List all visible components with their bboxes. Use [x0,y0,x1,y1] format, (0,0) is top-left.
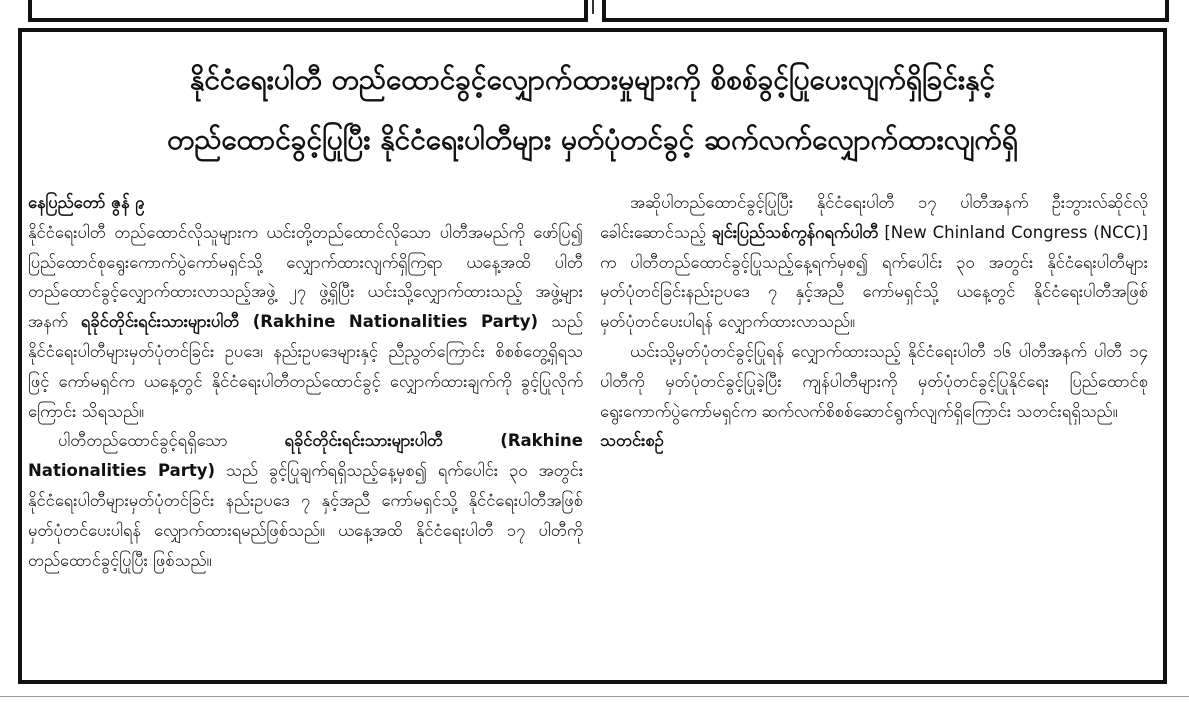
paragraph-1-text: နိုင်ငံရေးပါတီ တည်ထောင်လိုသူများက ယင်းတို့တည်ထောင်လိုသော ပါတီအမည်ကို ဖော်ပြ၍ ပြည်ထောင်စုရွေးကောက်ပွဲကော်မရှင်သို့ လျှောက်ထားလျက်ရှိကြရာ ယနေ့အထိ ပါတီတည်ထောင်ခွင့်လျှောက်ထားလာသည့်အဖွဲ့ ၂၇ ဖွဲ့ရှိပြီး ယင်းသို့လျှောက်ထားသည့် အဖွဲ့များ အနက် [28,222,583,332]
article-column-left [28,188,583,575]
column-divider [592,0,594,14]
paragraph-1-end: သည် နိုင်ငံရေးပါတီများမှတ်ပုံတင်ခြင်း ဥပဒေ၊ နည်းဥပဒေများနှင့် ညီညွတ်ကြောင်း စိစစ်တွေ့ရှိရသဖြင့် ကော်မရှင်က ယနေ့တွင် နိုင်ငံရေးပါတီတည်ထောင်ခွင့် လျှောက်ထားချက်ကို ခွင့်ပြုလိုက်ကြောင်း သိရသည်။ [28,312,583,421]
party-name-rakhine-2: ရခိုင်တိုင်းရင်းသားများပါတီ (Rakhine Nationalities Party) [28,431,583,481]
headline-line-1: နိုင်ငံရေးပါတီ တည်ထောင်ခွင့်လျှောက်ထားမှုများကို စိစစ်ခွင့်ပြုပေးလျက်ရှိခြင်းနှင့် [189,63,996,96]
party-name-ncc: [New Chinland Congress (NCC)] [884,222,1149,242]
dateline: နေပြည်တော် ဇွန် ၉ [28,193,145,212]
party-name-rakhine: ရခိုင်တိုင်းရင်းသားများပါတီ (Rakhine Nationalities Party) [80,312,539,332]
paragraph-1 [28,218,583,427]
bottom-rule [0,696,1189,697]
paragraph-3-start: အဆိုပါတည်ထောင်ခွင့်ပြုပြီး နိုင်ငံရေးပါတီ ၁၇ ပါတီအနက် ဦးဘွားလ်ဆိုင်လိုခေါင်းဆောင်သည့် [600,193,1148,242]
paragraph-2 [28,426,583,575]
paragraph-4: ယင်းသို့မှတ်ပုံတင်ခွင့်ပြုရန် လျှောက်ထားသည့် နိုင်ငံရေးပါတီ ၁၆ ပါတီအနက် ပါတီ ၁၄ ပါတီကို မှတ်ပုံတင်ခွင့်ပြုခဲ့ပြီး ကျန်ပါတီများကို မှတ်ပုံတင်ခွင့်ပြုနိုင်ရေး ပြည်ထောင်စုရွေးကောက်ပွဲကော်မရှင်က ဆက်လက်စိစစ်ဆောင်ရွက်လျက်ရှိကြောင်း သတင်းရရှိသည်။ [600,341,1148,421]
headline-line-2: တည်ထောင်ခွင့်ပြုပြီး နိုင်ငံရေးပါတီများ မှတ်ပုံတင်ခွင့် ဆက်လက်လျှောက်ထားလျက်ရှိ [167,123,1018,156]
party-name-chinland: ချင်းပြည်သစ်ကွန်ဂရက်ပါတီ [711,222,879,242]
paragraph-2-start: ပါတီတည်ထောင်ခွင့်ရရှိသော [58,431,228,451]
top-left-frame [28,0,588,22]
paragraph-3 [600,188,1148,337]
paragraph-2-end: သည် ခွင့်ပြုချက်ရရှိသည့်နေ့မှစ၍ ရက်ပေါင်း ၃၀ အတွင်း နိုင်ငံရေးပါတီများမှတ်ပုံတင်ခြင်း နည်းဥပဒေ ၇ နှင့်အညီ ကော်မရှင်သို့ နိုင်ငံရေးပါတီအဖြစ် မှတ်ပုံတင်ပေးပါရန် လျှောက်ထားရမည်ဖြစ်သည်။ ယနေ့အထိ နိုင်ငံရေးပါတီ ၁၇ ပါတီကို တည်ထောင်ခွင့်ပြုပြီး ဖြစ်သည်။ [28,461,584,570]
headline [32,50,1153,170]
top-right-frame [602,0,1169,22]
news-article [18,28,1167,684]
article-column-right [600,188,1148,456]
paragraph-3-end: က ပါတီတည်ထောင်ခွင့်ပြုသည့်နေ့ရက်မှစ၍ ရက်ပေါင်း ၃၀ အတွင်း နိုင်ငံရေးပါတီများ မှတ်ပုံတင်ခြင်းနည်းဥပဒေ ၇ နှင့်အညီ ကော်မရှင်သို့ ယနေ့တွင် နိုင်ငံရေးပါတီအဖြစ် မှတ်ပုံတင်ပေးပါရန် လျှောက်ထားလာသည်။ [600,252,1148,332]
signature: သတင်းစဉ် [600,431,664,451]
